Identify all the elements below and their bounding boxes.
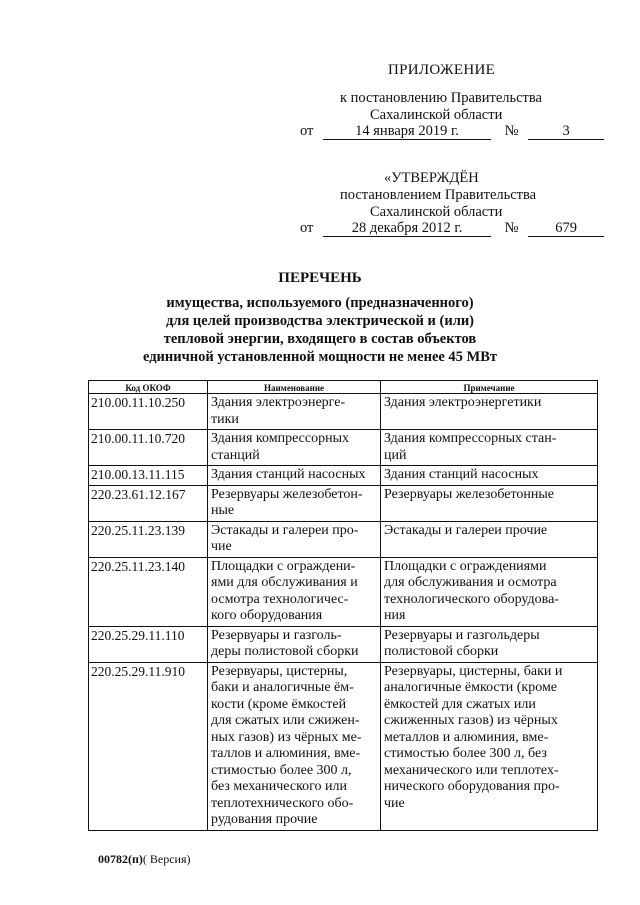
cell-note: Резервуары железобетонные — [381, 485, 598, 521]
cell-note: Здания станций насосных — [381, 466, 598, 486]
cell-note: Здания электроэнергетики — [381, 394, 598, 430]
column-header-note: Примечание — [381, 381, 598, 394]
cell-name: Эстакады и галереи про- чие — [208, 521, 381, 557]
table-row — [89, 394, 598, 430]
cell-note: Площадки с ограждениями для обслуживания и осмотра технологического оборудова- ния — [381, 557, 598, 626]
cell-name: Здания электроэнерге- тики — [208, 394, 381, 430]
cell-name: Здания компрессорных станций — [208, 430, 381, 466]
table-row — [89, 662, 598, 830]
cell-code: 210.00.13.11.115 — [89, 466, 208, 486]
column-header-code: Код ОКОФ — [89, 381, 208, 394]
approved-title: «УТВЕРЖДЁН — [384, 170, 479, 186]
column-header-name: Наименование — [208, 381, 381, 394]
table-row — [89, 485, 598, 521]
approved-line-1: постановлением Правительства — [340, 187, 537, 203]
appendix-title: ПРИЛОЖЕНИЕ — [388, 62, 496, 78]
table-row — [89, 521, 598, 557]
table-row — [89, 626, 598, 662]
footer-document-code — [98, 852, 191, 867]
appendix-reference-row — [300, 123, 604, 140]
table-header-row — [89, 381, 598, 394]
appendix-date: 14 января 2019 г. — [323, 124, 491, 140]
cell-name: Площадки с ограждени- ями для обслуживания и осмотра технологичес- кого оборудования — [208, 557, 381, 626]
document-title: ПЕРЕЧЕНЬ — [278, 270, 362, 286]
appendix-number-label: № — [504, 123, 519, 139]
document-subtitle-line-3: тепловой энергии, входящего в состав объектов — [163, 331, 477, 347]
approved-from-label: от — [300, 220, 314, 236]
table-row — [89, 430, 598, 466]
cell-name: Здания станций насосных — [208, 466, 381, 486]
cell-note: Эстакады и галереи прочие — [381, 521, 598, 557]
approved-number-label: № — [504, 220, 519, 236]
cell-note: Здания компрессорных стан- ций — [381, 430, 598, 466]
appendix-number: 3 — [528, 124, 604, 140]
cell-name: Резервуары и газголь- деры полистовой сборки — [208, 626, 381, 662]
cell-code: 220.25.29.11.910 — [89, 662, 208, 830]
footer-version: ( Версия) — [142, 852, 191, 866]
appendix-line-2: Сахалинской области — [370, 107, 503, 123]
cell-note: Резервуары и газгольдеры полистовой сборки — [381, 626, 598, 662]
cell-name: Резервуары, цистерны, баки и аналогичные ём- кости (кроме ёмкостей для сжатых или сжижен- ных газов) из чёрных ме- таллов и алюминия, вме- стимостью более 300 л, без механического или теплотехнического обо- рудования прочие — [208, 662, 381, 830]
approved-reference-row — [300, 220, 604, 237]
table-row — [89, 466, 598, 486]
appendix-line-1: к постановлению Правительства — [340, 90, 542, 106]
document-subtitle-line-1: имущества, используемого (предназначенного) — [166, 295, 474, 311]
appendix-from-label: от — [300, 123, 314, 139]
cell-code: 210.00.11.10.250 — [89, 394, 208, 430]
cell-code: 220.25.11.23.139 — [89, 521, 208, 557]
approved-number: 679 — [528, 221, 604, 237]
cell-code: 220.23.61.12.167 — [89, 485, 208, 521]
footer-code: 00782(п) — [98, 852, 143, 866]
cell-code: 220.25.11.23.140 — [89, 557, 208, 626]
document-subtitle-line-2: для целей производства электрической и (или) — [165, 313, 475, 329]
cell-note: Резервуары, цистерны, баки и аналогичные ёмкости (кроме ёмкостей для сжатых или сжиженных газов) из чёрных металлов и алюминия, вме- стимостью более 300 л, без механического или теплотех- нического оборудования про- чие — [381, 662, 598, 830]
approved-line-2: Сахалинской области — [370, 204, 503, 220]
perechen-table — [88, 380, 598, 831]
approved-date: 28 декабря 2012 г. — [323, 221, 491, 237]
cell-code: 210.00.11.10.720 — [89, 430, 208, 466]
document-subtitle-line-4: единичной установленной мощности не менее 45 МВт — [142, 349, 498, 365]
table-row — [89, 557, 598, 626]
cell-code: 220.25.29.11.110 — [89, 626, 208, 662]
cell-name: Резервуары железобетон- ные — [208, 485, 381, 521]
